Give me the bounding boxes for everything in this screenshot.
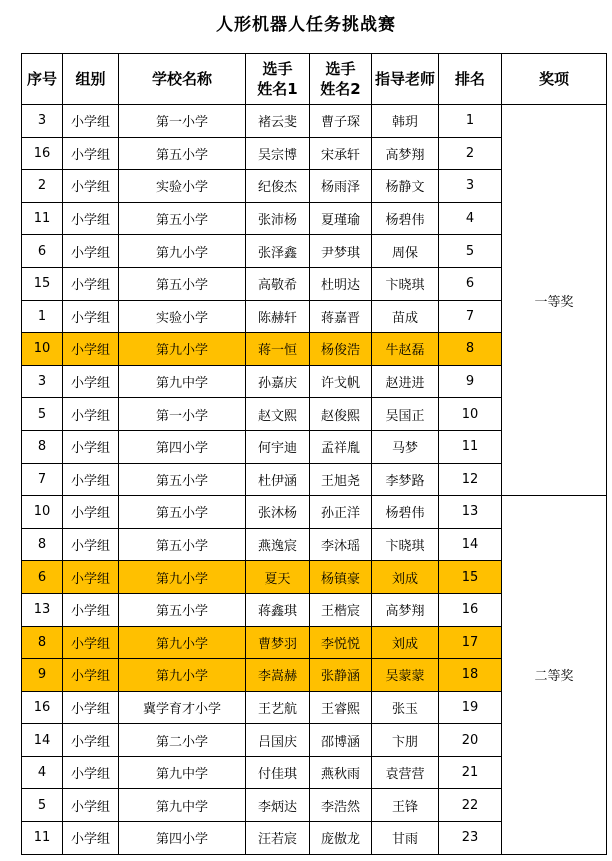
header-player2-line1: 选手 — [325, 60, 356, 78]
cell-teacher: 杨碧伟 — [372, 496, 439, 529]
page-title: 人形机器人任务挑战赛 — [216, 15, 396, 35]
header-row — [22, 54, 607, 105]
cell-rank: 5 — [439, 235, 502, 268]
cell-award: 一等奖 — [502, 105, 607, 496]
cell-rank: 23 — [439, 822, 502, 855]
cell-player2: 邵博涵 — [310, 724, 372, 757]
cell-school: 第一小学 — [119, 398, 246, 431]
cell-seq: 13 — [22, 593, 63, 626]
cell-player1: 蒋一恒 — [246, 333, 310, 366]
cell-player1: 纪俊杰 — [246, 170, 310, 203]
cell-player1: 曹梦羽 — [246, 626, 310, 659]
cell-school: 冀学育才小学 — [119, 691, 246, 724]
cell-group: 小学组 — [63, 463, 119, 496]
cell-group: 小学组 — [63, 756, 119, 789]
results-table — [21, 53, 607, 855]
cell-player1: 王艺航 — [246, 691, 310, 724]
cell-player1: 杜伊涵 — [246, 463, 310, 496]
cell-teacher: 张玉 — [372, 691, 439, 724]
cell-group: 小学组 — [63, 626, 119, 659]
cell-seq: 14 — [22, 724, 63, 757]
cell-group: 小学组 — [63, 659, 119, 692]
cell-school: 第二小学 — [119, 724, 246, 757]
cell-rank: 16 — [439, 593, 502, 626]
cell-player2: 杨俊浩 — [310, 333, 372, 366]
cell-player1: 汪若宸 — [246, 822, 310, 855]
cell-school: 第九小学 — [119, 659, 246, 692]
cell-school: 第五小学 — [119, 137, 246, 170]
cell-teacher: 杨静文 — [372, 170, 439, 203]
cell-school: 第九小学 — [119, 333, 246, 366]
cell-rank: 15 — [439, 561, 502, 594]
cell-player2: 尹梦琪 — [310, 235, 372, 268]
cell-seq: 15 — [22, 267, 63, 300]
cell-player2: 李悦悦 — [310, 626, 372, 659]
cell-seq: 4 — [22, 756, 63, 789]
cell-group: 小学组 — [63, 430, 119, 463]
cell-player1: 褚云斐 — [246, 105, 310, 138]
cell-teacher: 杨碧伟 — [372, 202, 439, 235]
cell-teacher: 刘成 — [372, 626, 439, 659]
cell-player1: 付佳琪 — [246, 756, 310, 789]
cell-teacher: 高梦翔 — [372, 137, 439, 170]
cell-rank: 21 — [439, 756, 502, 789]
cell-rank: 4 — [439, 202, 502, 235]
cell-group: 小学组 — [63, 593, 119, 626]
header-player2-line2: 姓名2 — [320, 80, 361, 98]
cell-school: 第四小学 — [119, 822, 246, 855]
header-award: 奖项 — [502, 54, 607, 105]
cell-school: 第五小学 — [119, 593, 246, 626]
cell-seq: 10 — [22, 333, 63, 366]
cell-player2: 李浩然 — [310, 789, 372, 822]
cell-seq: 8 — [22, 528, 63, 561]
cell-player1: 蒋鑫琪 — [246, 593, 310, 626]
cell-group: 小学组 — [63, 333, 119, 366]
cell-player2: 孙正洋 — [310, 496, 372, 529]
cell-player2: 燕秋雨 — [310, 756, 372, 789]
cell-school: 第九中学 — [119, 365, 246, 398]
cell-school: 第九中学 — [119, 789, 246, 822]
header-player1-line2: 姓名1 — [257, 80, 298, 98]
cell-group: 小学组 — [63, 137, 119, 170]
header-rank: 排名 — [439, 54, 502, 105]
cell-seq: 3 — [22, 365, 63, 398]
cell-group: 小学组 — [63, 202, 119, 235]
cell-player2: 夏瑾瑜 — [310, 202, 372, 235]
cell-player1: 张沛杨 — [246, 202, 310, 235]
cell-school: 实验小学 — [119, 170, 246, 203]
cell-rank: 3 — [439, 170, 502, 203]
cell-teacher: 王锋 — [372, 789, 439, 822]
cell-player1: 李炳达 — [246, 789, 310, 822]
cell-player2: 曹子琛 — [310, 105, 372, 138]
cell-player1: 燕逸宸 — [246, 528, 310, 561]
cell-player2: 赵俊熙 — [310, 398, 372, 431]
header-group: 组别 — [63, 54, 119, 105]
cell-school: 第一小学 — [119, 105, 246, 138]
cell-teacher: 袁营营 — [372, 756, 439, 789]
cell-rank: 20 — [439, 724, 502, 757]
cell-rank: 13 — [439, 496, 502, 529]
cell-seq: 8 — [22, 430, 63, 463]
table-body — [22, 105, 607, 855]
cell-school: 第五小学 — [119, 463, 246, 496]
cell-school: 第五小学 — [119, 496, 246, 529]
cell-group: 小学组 — [63, 300, 119, 333]
cell-player1: 赵文熙 — [246, 398, 310, 431]
header-seq: 序号 — [22, 54, 63, 105]
cell-group: 小学组 — [63, 789, 119, 822]
cell-player1: 高敬希 — [246, 267, 310, 300]
cell-school: 第九小学 — [119, 235, 246, 268]
cell-seq: 6 — [22, 561, 63, 594]
cell-player1: 陈赫轩 — [246, 300, 310, 333]
cell-player2: 杨雨泽 — [310, 170, 372, 203]
cell-group: 小学组 — [63, 267, 119, 300]
cell-player1: 李嵩赫 — [246, 659, 310, 692]
cell-player2: 王睿熙 — [310, 691, 372, 724]
cell-teacher: 马梦 — [372, 430, 439, 463]
cell-player2: 蒋嘉晋 — [310, 300, 372, 333]
cell-teacher: 牛赵磊 — [372, 333, 439, 366]
cell-group: 小学组 — [63, 398, 119, 431]
header-player1 — [246, 54, 310, 105]
cell-seq: 16 — [22, 137, 63, 170]
cell-player2: 王旭尧 — [310, 463, 372, 496]
cell-award: 二等奖 — [502, 496, 607, 855]
table-row — [22, 105, 607, 138]
cell-player2: 庞傲龙 — [310, 822, 372, 855]
cell-teacher: 李梦路 — [372, 463, 439, 496]
cell-seq: 8 — [22, 626, 63, 659]
cell-teacher: 卞朋 — [372, 724, 439, 757]
cell-seq: 16 — [22, 691, 63, 724]
cell-teacher: 吴国正 — [372, 398, 439, 431]
cell-school: 第九小学 — [119, 561, 246, 594]
cell-rank: 7 — [439, 300, 502, 333]
cell-seq: 1 — [22, 300, 63, 333]
cell-group: 小学组 — [63, 365, 119, 398]
cell-player1: 夏天 — [246, 561, 310, 594]
cell-seq: 7 — [22, 463, 63, 496]
cell-rank: 8 — [439, 333, 502, 366]
cell-school: 第四小学 — [119, 430, 246, 463]
cell-rank: 1 — [439, 105, 502, 138]
cell-player1: 张泽鑫 — [246, 235, 310, 268]
cell-teacher: 周保 — [372, 235, 439, 268]
cell-group: 小学组 — [63, 170, 119, 203]
cell-teacher: 苗成 — [372, 300, 439, 333]
cell-player1: 吕国庆 — [246, 724, 310, 757]
cell-teacher: 甘雨 — [372, 822, 439, 855]
cell-player2: 杨镇豪 — [310, 561, 372, 594]
cell-seq: 6 — [22, 235, 63, 268]
cell-group: 小学组 — [63, 528, 119, 561]
cell-rank: 14 — [439, 528, 502, 561]
cell-seq: 9 — [22, 659, 63, 692]
cell-rank: 11 — [439, 430, 502, 463]
cell-player2: 杜明达 — [310, 267, 372, 300]
header-school: 学校名称 — [119, 54, 246, 105]
cell-group: 小学组 — [63, 105, 119, 138]
cell-seq: 5 — [22, 398, 63, 431]
table-row — [22, 496, 607, 529]
cell-seq: 2 — [22, 170, 63, 203]
cell-rank: 22 — [439, 789, 502, 822]
cell-seq: 11 — [22, 822, 63, 855]
cell-group: 小学组 — [63, 561, 119, 594]
cell-player1: 张沐杨 — [246, 496, 310, 529]
cell-teacher: 卞晓琪 — [372, 528, 439, 561]
cell-school: 第九小学 — [119, 626, 246, 659]
cell-player2: 张静涵 — [310, 659, 372, 692]
header-player1-line1: 选手 — [262, 60, 293, 78]
header-teacher: 指导老师 — [372, 54, 439, 105]
cell-rank: 12 — [439, 463, 502, 496]
cell-rank: 19 — [439, 691, 502, 724]
cell-rank: 18 — [439, 659, 502, 692]
cell-group: 小学组 — [63, 724, 119, 757]
cell-seq: 5 — [22, 789, 63, 822]
cell-seq: 11 — [22, 202, 63, 235]
cell-player2: 王楷宸 — [310, 593, 372, 626]
cell-school: 第五小学 — [119, 202, 246, 235]
cell-player2: 宋承轩 — [310, 137, 372, 170]
cell-teacher: 韩玥 — [372, 105, 439, 138]
cell-player2: 许戈帆 — [310, 365, 372, 398]
cell-teacher: 高梦翔 — [372, 593, 439, 626]
cell-player2: 李沐瑶 — [310, 528, 372, 561]
cell-seq: 10 — [22, 496, 63, 529]
cell-group: 小学组 — [63, 235, 119, 268]
cell-rank: 9 — [439, 365, 502, 398]
cell-rank: 2 — [439, 137, 502, 170]
cell-player2: 孟祥胤 — [310, 430, 372, 463]
header-player2 — [310, 54, 372, 105]
cell-player1: 何宇迪 — [246, 430, 310, 463]
cell-group: 小学组 — [63, 496, 119, 529]
cell-school: 第九中学 — [119, 756, 246, 789]
cell-rank: 6 — [439, 267, 502, 300]
cell-teacher: 吴蒙蒙 — [372, 659, 439, 692]
cell-teacher: 刘成 — [372, 561, 439, 594]
cell-teacher: 卞晓琪 — [372, 267, 439, 300]
cell-teacher: 赵进进 — [372, 365, 439, 398]
cell-group: 小学组 — [63, 822, 119, 855]
cell-player1: 孙嘉庆 — [246, 365, 310, 398]
cell-group: 小学组 — [63, 691, 119, 724]
cell-player1: 吴宗博 — [246, 137, 310, 170]
cell-rank: 10 — [439, 398, 502, 431]
cell-school: 第五小学 — [119, 267, 246, 300]
cell-school: 第五小学 — [119, 528, 246, 561]
cell-rank: 17 — [439, 626, 502, 659]
cell-seq: 3 — [22, 105, 63, 138]
cell-school: 实验小学 — [119, 300, 246, 333]
